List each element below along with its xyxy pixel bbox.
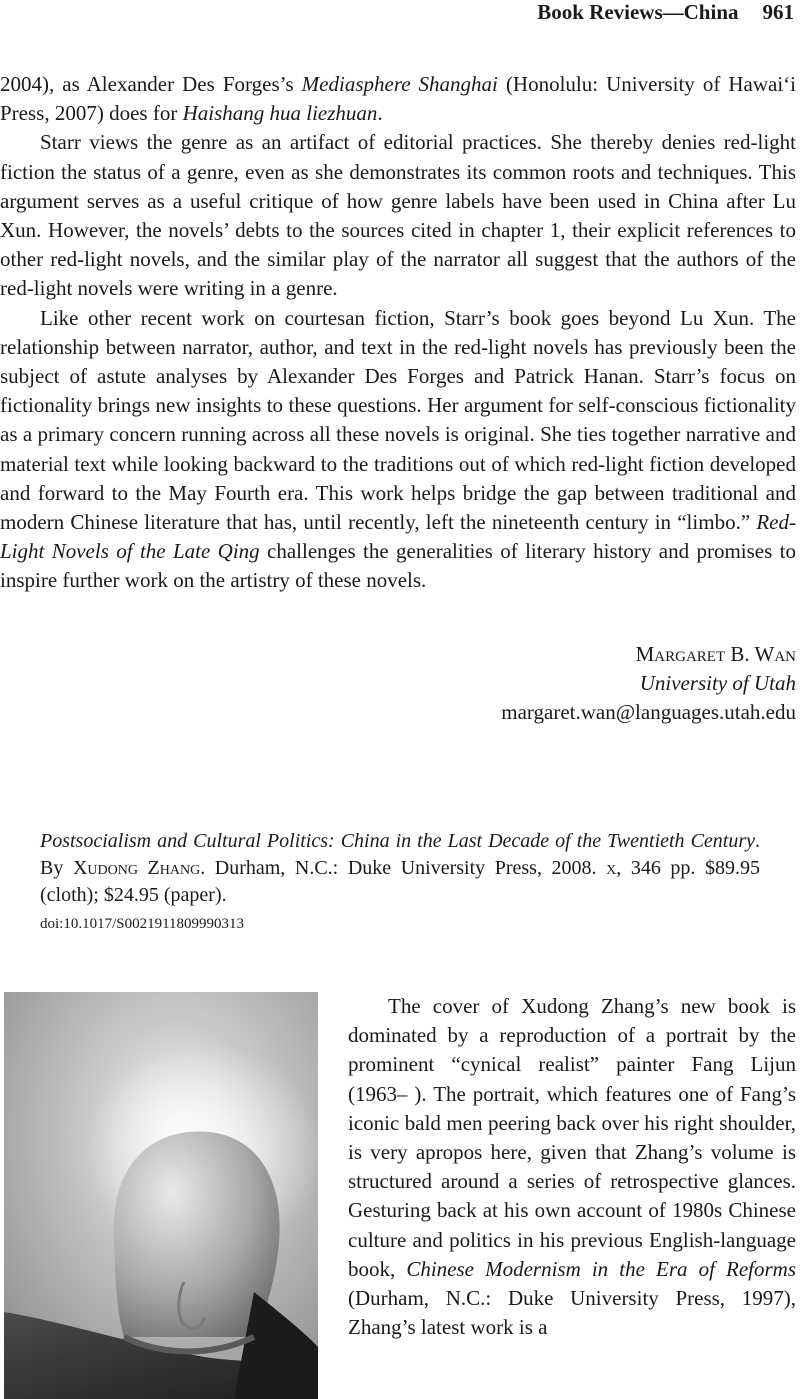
pages-price: , 346 pp. $89.95 (cloth); $24.95 (paper). [40, 857, 761, 906]
paragraph-2: Starr views the genre as an artifact of editorial practices. She thereby denies red-light fiction the status of a genre, even as she demonstrates its common roots and techniques. This argument serves as a useful critique of how genre labels have been used in China after Lu Xun. However, the novels’ debts to the sources cited in chapter 1, their explicit references to other red-light novels, and the similar play of the narrator all suggest that the authors of the red-light novels were writing in a genre. [0, 130, 796, 301]
text-run: . [377, 101, 383, 126]
section-title: Book Reviews—China [537, 0, 739, 24]
book-title: Haishang hua liezhuan [182, 101, 378, 126]
running-head [537, 0, 794, 24]
reviewer-name: Margaret B. Wan [635, 642, 796, 666]
text-run: The cover of Xudong Zhang’s new book is dominated by a reproduction of a portrait by the prominent “cynical realist” painter Fang Lijun (1963– ). The portrait, which features one of Fang’s iconic bald men peering back over his right shoulder, is very apropos here, given that Zhang’s volume is structured around a series of retrospective glances. Gesturing back at his own account of 1980s Chinese culture and politics in his previous English-language book, [348, 994, 796, 1281]
text-run: challenges the generalities of literary history and promises to inspire further work on the artistry of these novels. [0, 539, 796, 593]
publication-info: . Durham, N.C.: Duke University Press, 2008. [200, 857, 607, 879]
paragraph-3 [0, 304, 796, 596]
paragraph-1 [348, 992, 796, 1342]
doi-link[interactable]: doi:10.1017/S0021911809990313 [40, 916, 245, 932]
book-citation [40, 828, 760, 909]
text-run: Like other recent work on courtesan fiction, Starr’s book goes beyond Lu Xun. The relationship between narrator, author, and text in the red-light novels has previously been the subject of astute analyses by Alexander Des Forges and Patrick Hanan. Starr’s focus on fictionality brings new insights to these questions. Her argument for self-conscious fictionality as a primary concern running across all these novels is original. She ties together narrative and material text while looking backward to the traditions out of which red-light fiction developed and forward to the May Fourth era. This work helps bridge the gap between traditional and modern Chinese literature that has, until recently, left the nineteenth century in “limbo.” [0, 305, 796, 535]
front-matter-pages: x [606, 857, 617, 879]
text-run: (Honolulu: University of Hawai‘i Press, 2007) does for [0, 72, 796, 126]
book-title: Mediasphere Shanghai [301, 72, 498, 96]
paragraph-1 [0, 70, 796, 128]
review-body-intro [348, 992, 796, 1342]
book-title: Postsocialism and Cultural Politics: China in the Last Decade of the Twentieth Century [40, 830, 755, 852]
book-title: Red-Light Novels of the Late Qing [0, 510, 796, 564]
page-number: 961 [762, 0, 794, 24]
text-run: . By [40, 830, 760, 879]
text-run: (Durham, N.C.: Duke University Press, 1997), Zhang’s latest work is a [348, 1286, 796, 1340]
book-author: Xudong Zhang [72, 857, 201, 879]
cover-portrait-image [4, 992, 318, 1399]
reviewer-affiliation: University of Utah [639, 671, 796, 695]
review-body-continued [0, 70, 796, 596]
reviewer-signature [501, 640, 796, 727]
text-run: 2004), as Alexander Des Forges’s [0, 72, 302, 96]
book-title: Chinese Modernism in the Era of Reforms [406, 1256, 796, 1281]
reviewer-email[interactable]: margaret.wan@languages.utah.edu [501, 700, 796, 724]
